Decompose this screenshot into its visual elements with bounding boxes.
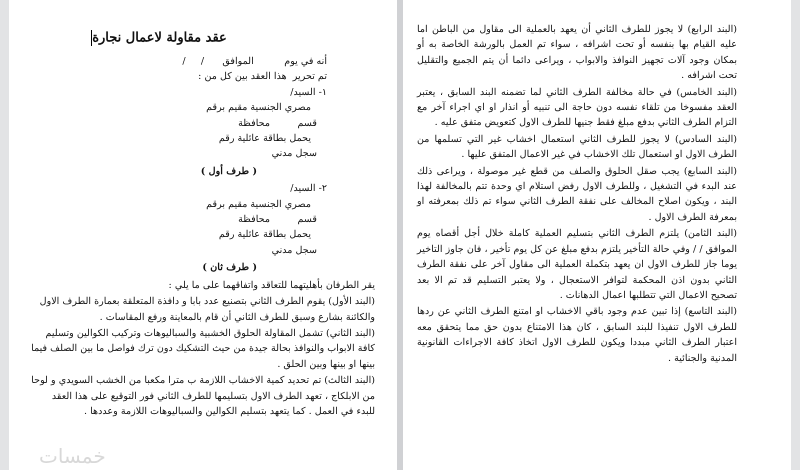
clause-5: (البند الخامس) في حالة مخالفة الطرف الثاني لما تضمنه البند السابق ، يعتبر العقد مفسوخا من تلقاء نفسه دون حاجة الى تنبيه أو انذار او اي اجراء آخر مع التزام الطرف الثاني بدفع مبلغ فقط جنيها للطرف الاول كتعويض متفق عليه . bbox=[417, 86, 737, 129]
clause-2: (البند الثاني) تشمل المقاولة الحلوق الخشبية والسباليوهات وتركيب الكوالين وتسليم كافة الابواب والنوافذ بحالة جيدة من حيث التشكيك دون ترك فواصل ما بين الصلف فيما بينها او بينها وبين الحلق . bbox=[31, 327, 375, 370]
party-line: يحمل بطاقة عائلية رقم bbox=[218, 133, 311, 145]
party-line: قسم محافظة bbox=[238, 214, 317, 226]
second-party-label: ٢- السيد/ bbox=[290, 183, 327, 195]
clause-9: (البند التاسع) إذا تبين عدم وجود باقي الاخشاب او امتنع الطرف الثاني عن ردها للطرف الاول تنفيذا للبند السابق ، كان هذا الامتناع بدون حق مما يتحقق معه اعتبار الطرف الثاني مبددا ويكون للطرف الاول اتخاذ كافة الاجراءات القانونية المدنية والجنائية . bbox=[417, 306, 737, 364]
document-title[interactable] bbox=[31, 30, 375, 46]
clause-4: (البند الرابع) لا يجوز للطرف الثاني أن يعهد بالعملية الى مقاول من الباطن اما عليه القيام بها بنفسه أو تحت اشرافه ، سواء تم العمل بالورشة الخاصة به أو بمكان وجود آلات تجهيز النوافذ والابواب ، ويراعى دائما أن يتم الجميع والتقليل تحت اشرافه . bbox=[417, 24, 737, 82]
title-text: عقد مقاولة لاعمال نجارة bbox=[92, 30, 227, 46]
clause-1: (البند الأول) يقوم الطرف الثاني بتصنيع عدد بابا و دافذة المتعلقة بعمارة الطرف الاول والكائنة بشارع وسبق للطرف الثاني أن قام بالمعاينة ورفع المقاسات . bbox=[39, 296, 375, 323]
clause-8: (البند الثامن) يلتزم الطرف الثاني بتسليم العملية كاملة خلال أجل أقصاه يوم الموافق / / وفي حالة التأخير يلتزم بدفع مبلغ عن كل يوم تأخير ، فان جاوز التاخير يوما جاز للطرف الاول ان يعهد بتكملة العملية الى مقاول آخر على نفقة الطرف الثاني بدون اذن المحكمة لتوافر الاستعجال ، ولا يعتبر التسليم قد تم الا بعد تصحيح الاعمال التي تتطلبها اعمال الدهانات . bbox=[417, 228, 737, 301]
first-party-tag: ( طرف أول ) bbox=[200, 165, 257, 177]
clause-6: (البند السادس) لا يجوز للطرف الثاني استعمال اخشاب غير التي تسلمها من الطرف الاول او استعمال تلك الاخشاب في غير الاعمال المتفق عليها . bbox=[417, 133, 737, 161]
party-line: مصري الجنسية مقيم برقم bbox=[206, 102, 311, 114]
watermark-logo: خمسات bbox=[39, 443, 106, 468]
document-page-right[interactable] bbox=[403, 0, 791, 470]
clause-3: (البند الثالث) تم تحديد كمية الاخشاب اللازمة ب مترا مكعبا من الخشب السويدي و لوحا من الابلكاج ، تعهد الطرف الاول بتسليمها للطرف الثاني فور التوقيع على هذا العقد للبدء في العمل . كما يتعهد بتسليم الكوالين والسباليوهات اللازمة وعددها . bbox=[31, 375, 375, 417]
party-line: سجل مدني bbox=[271, 244, 317, 256]
clause-7: (البند السابع) يجب صقل الحلوق والصلف من قطع غير موصولة ، ويراعى ذلك عند البدء في التشغيل ، وللطرف الاول رفض استلام اي وحدة تتم بالمخالفة لهذا البند ، ويكون اصلاح المخالف على نفقة الطرف الثاني سواء تم ذلك بمعرفته او بمعرفة الطرف الاول . bbox=[417, 165, 737, 223]
intro-line: تم تحرير هذا العقد بين كل من : bbox=[198, 71, 327, 83]
left-gutter bbox=[0, 0, 9, 470]
second-party-tag: ( طرف ثان ) bbox=[202, 262, 257, 274]
right-gutter bbox=[791, 0, 800, 470]
party-line: مصري الجنسية مقيم برقم bbox=[206, 198, 311, 210]
agreement-line: يقر الطرفان بأهليتهما للتعاقد واتفاقهما على ما يلي : bbox=[168, 279, 375, 291]
right-column bbox=[417, 22, 737, 367]
party-line: قسم محافظة bbox=[238, 117, 317, 129]
intro-line: أنه في يوم الموافق / / bbox=[182, 56, 327, 67]
party-line: يحمل بطاقة عائلية رقم bbox=[218, 229, 311, 241]
left-column bbox=[31, 22, 375, 420]
party-line: سجل مدني bbox=[271, 148, 317, 160]
first-party-label: ١- السيد/ bbox=[290, 86, 327, 98]
document-page-left[interactable] bbox=[9, 0, 397, 470]
